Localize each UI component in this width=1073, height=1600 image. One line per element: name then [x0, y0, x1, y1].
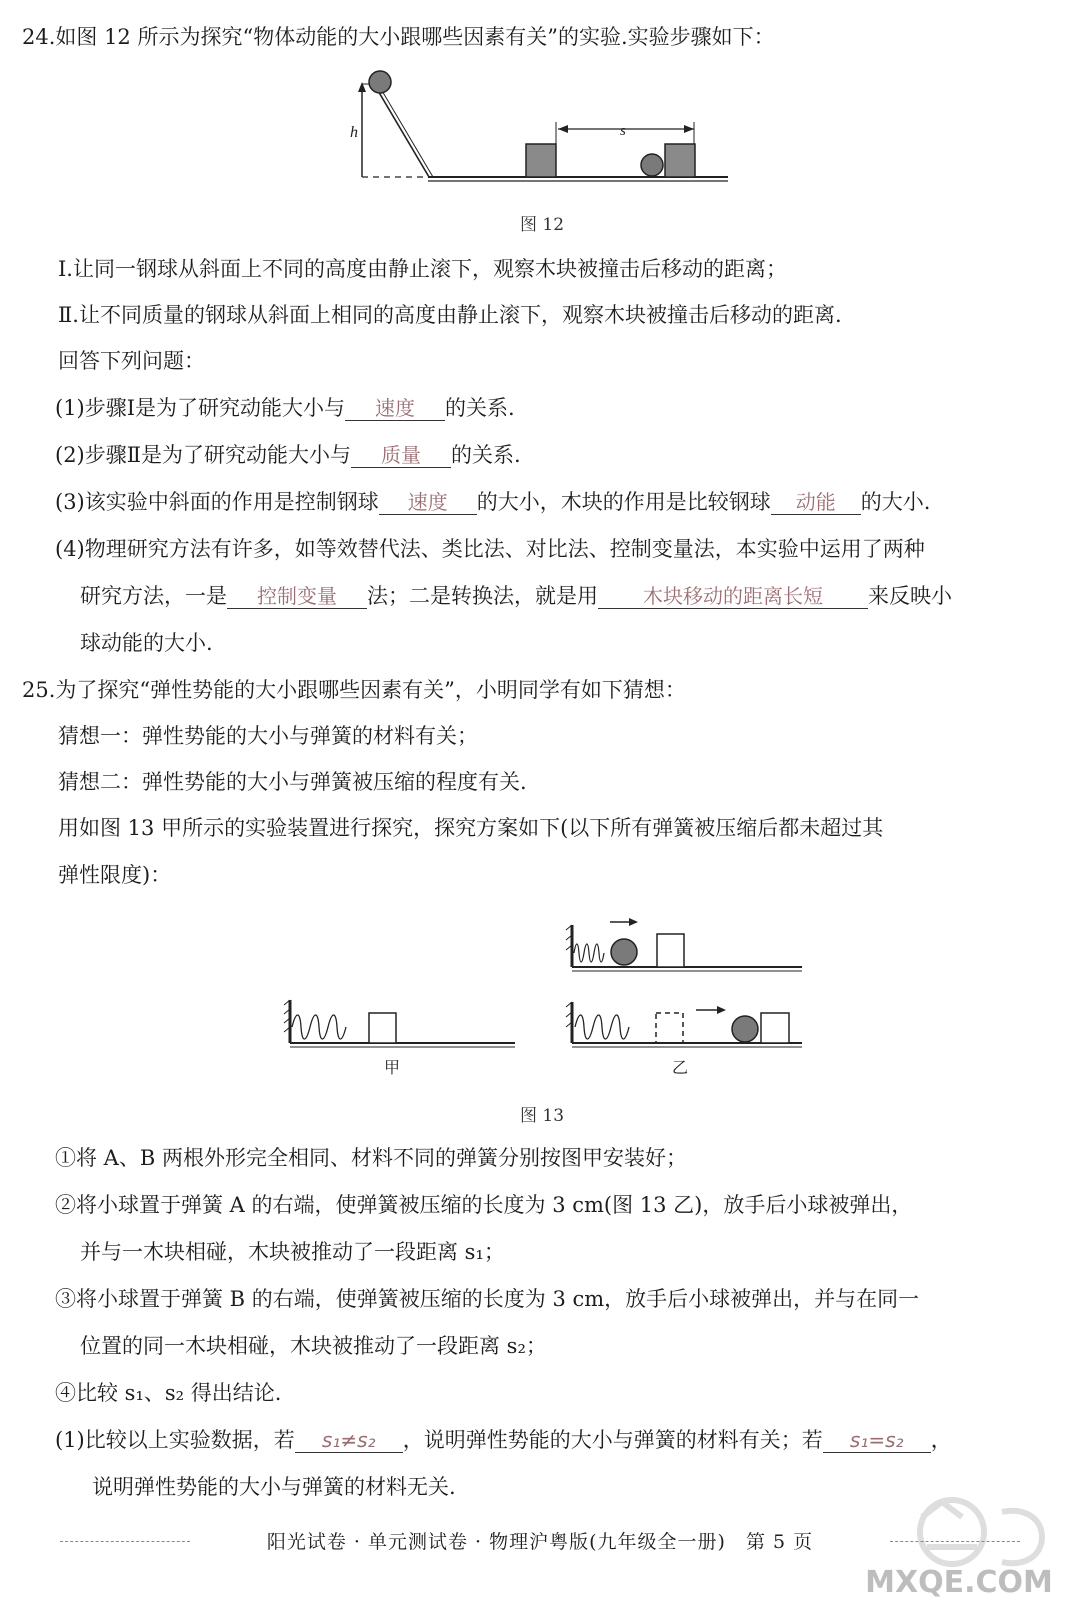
q24-p3-answer1: 速度	[379, 490, 477, 515]
fig13-yi-bottom-apparatus	[566, 1002, 802, 1047]
q24-p4-line3: 球动能的大小.	[80, 631, 213, 655]
q24-part3	[55, 487, 930, 517]
q25-guess2: 猜想二：弹性势能的大小与弹簧被压缩的程度有关.	[58, 770, 527, 794]
wood-block-start	[526, 144, 556, 177]
q24-p3-post: 的大小.	[860, 490, 931, 514]
figure-12	[350, 62, 740, 192]
q25-step4: ④比较 s₁、s₂ 得出结论.	[55, 1381, 282, 1405]
q25-method-line1: 用如图 13 甲所示的实验装置进行探究，探究方案如下(以下所有弹簧被压缩后都未超过其	[58, 816, 884, 840]
q24-p4-line1: (4)物理研究方法有许多，如等效替代法、类比法、对比法、控制变量法，本实验中运用了两种	[55, 537, 925, 561]
q24-p3-mid: 的大小，木块的作用是比较钢球	[476, 490, 771, 514]
q24-p2-answer: 质量	[351, 443, 451, 468]
q25-a1-pre: (1)比较以上实验数据，若	[55, 1428, 295, 1452]
q24-p3-answer2: 动能	[771, 490, 861, 515]
watermark-logo	[862, 1492, 1057, 1600]
q24-p4-answer1: 控制变量	[227, 584, 367, 609]
q24-p4-post: 来反映小	[868, 584, 952, 608]
q24-part4	[80, 581, 952, 611]
fig13-caption: 图 13	[520, 1106, 565, 1126]
q25-answer1	[55, 1425, 952, 1455]
q24-p1-post: 的关系.	[445, 396, 515, 420]
q24-p4-pre: 研究方法，一是	[80, 584, 227, 608]
wood-block-moved	[665, 144, 695, 177]
q25-step2-line2: 并与一木块相碰，木块被推动了一段距离 s₁；	[80, 1240, 505, 1264]
q25-a1-post: ，	[930, 1428, 952, 1452]
fig12-caption: 图 12	[520, 215, 565, 235]
fig13-jia-apparatus	[284, 1000, 515, 1047]
q24-part2	[55, 440, 521, 470]
watermark-text: MXQE.COM	[865, 1565, 1053, 1600]
steel-ball-bottom	[641, 154, 663, 176]
q25-step3-line2: 位置的同一木块相碰，木块被推动了一段距离 s₂；	[80, 1334, 547, 1358]
q24-step2: Ⅱ.让不同质量的钢球从斜面上相同的高度由静止滚下，观察木块被撞击后移动的距离.	[58, 303, 842, 327]
q24-part1	[55, 393, 515, 423]
fig13-label-jia: 甲	[384, 1058, 401, 1077]
q25-step1: ①将 A、B 两根外形完全相同、材料不同的弹簧分别按图甲安装好；	[55, 1146, 687, 1170]
q24-prompt: 回答下列问题：	[58, 349, 205, 373]
q25-a1-mid: ，说明弹性势能的大小与弹簧的材料有关；若	[402, 1428, 823, 1452]
q24-p2-post: 的关系.	[451, 443, 521, 467]
q24-p4-answer2: 木块移动的距离长短	[598, 584, 868, 609]
q24-p3-pre: (3)该实验中斜面的作用是控制钢球	[55, 490, 379, 514]
q24-p2-pre: (2)步骤Ⅱ是为了研究动能大小与	[55, 443, 352, 467]
q24-p1-pre: (1)步骤Ⅰ是为了研究动能大小与	[55, 396, 346, 420]
q25-a1-answer2: s₁=s₂	[823, 1428, 931, 1453]
steel-ball-top	[369, 71, 391, 93]
footer-text: 阳光试卷 · 单元测试卷 · 物理沪粤版(九年级全一册) 第 5 页	[266, 1531, 814, 1553]
q25-guess1: 猜想一：弹性势能的大小与弹簧的材料有关；	[58, 724, 478, 748]
q24-p1-answer: 速度	[345, 396, 445, 421]
q24-stem: 24.如图 12 所示为探究“物体动能的大小跟哪些因素有关”的实验.实验步骤如下：	[22, 25, 775, 49]
q24-p4-mid: 法；二是转换法，就是用	[367, 584, 598, 608]
q24-step1: Ⅰ.让同一钢球从斜面上不同的高度由静止滚下，观察木块被撞击后移动的距离；	[58, 257, 787, 281]
fig12-s-label: s	[620, 123, 626, 139]
q25-a1-answer1: s₁≠s₂	[295, 1428, 403, 1453]
q25-step3-line1: ③将小球置于弹簧 B 的右端，使弹簧被压缩的长度为 3 cm，放手后小球被弹出，并与在同一	[55, 1287, 920, 1311]
fig13-label-yi: 乙	[672, 1058, 689, 1077]
q25-stem: 25.为了探究“弹性势能的大小跟哪些因素有关”，小明同学有如下猜想：	[22, 678, 686, 702]
fig13-yi-top-apparatus	[566, 918, 802, 971]
q25-a1-line2: 说明弹性势能的大小与弹簧的材料无关.	[92, 1475, 456, 1499]
fig12-h-label: h	[350, 124, 358, 141]
q25-method-line2: 弹性限度)：	[58, 863, 172, 887]
q25-step2-line1: ②将小球置于弹簧 A 的右端，使弹簧被压缩的长度为 3 cm(图 13 乙)，放手后小球被弹出，	[55, 1193, 913, 1217]
figure-13	[280, 910, 820, 1090]
